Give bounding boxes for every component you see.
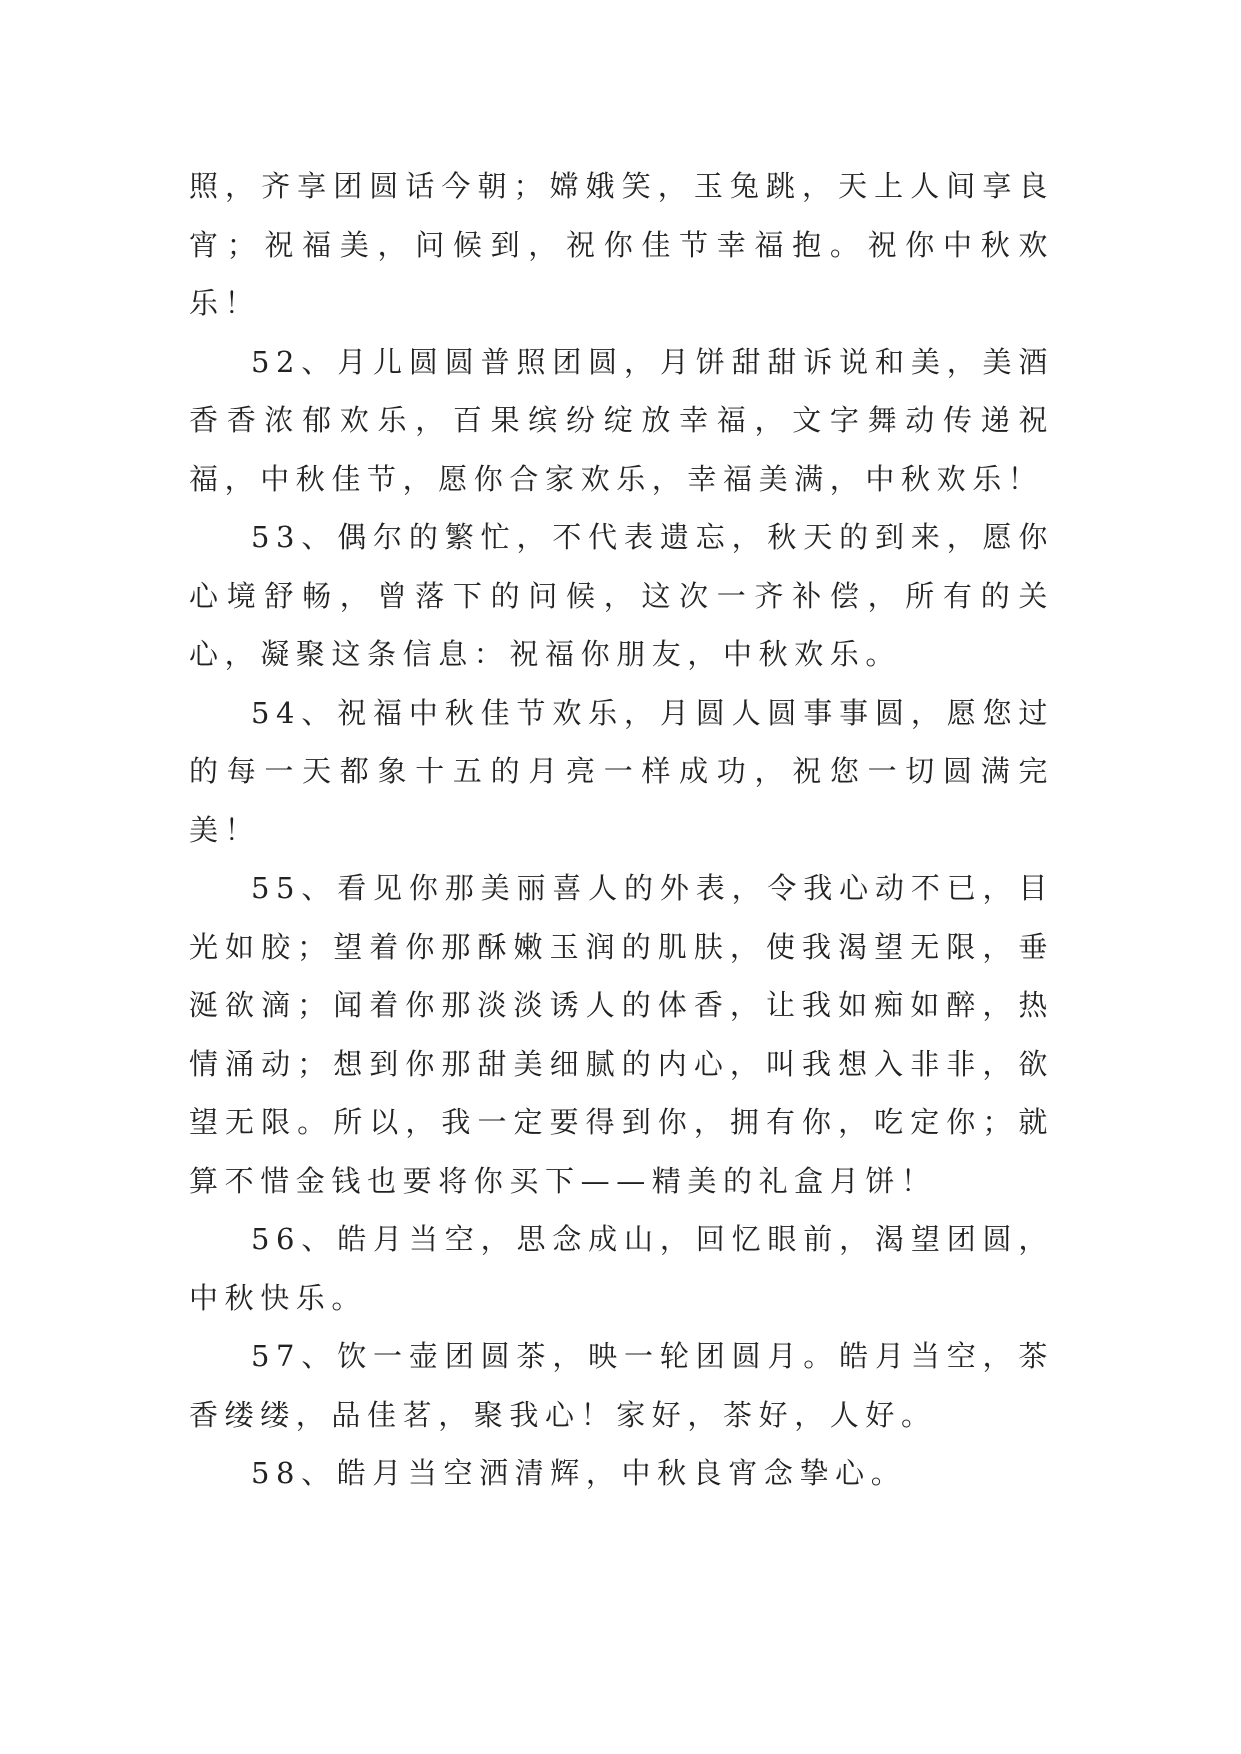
paragraph-57: 57、饮一壶团圆茶，映一轮团圆月。皓月当空，茶香缕缕，品佳茗，聚我心！家好，茶好，人好。 bbox=[189, 1339, 1054, 1432]
document-body bbox=[189, 157, 1054, 1503]
paragraph-55: 55、看见你那美丽喜人的外表，令我心动不已，目光如胶；望着你那酥嫩玉润的肌肤，使我渴望无限，垂涎欲滴；闻着你那淡淡诱人的体香，让我如痴如醉，热情涌动；想到你那甜美细腻的内心，叫我想入非非，欲望无限。所以，我一定要得到你，拥有你，吃定你；就算不惜金钱也要将你买下——精美的礼盒月饼！ bbox=[189, 871, 1054, 1198]
paragraph-51-continued: 照，齐享团圆话今朝；嫦娥笑，玉兔跳，天上人间享良宵；祝福美，问候到，祝你佳节幸福抱。祝你中秋欢乐！ bbox=[189, 169, 1054, 320]
paragraph-54: 54、祝福中秋佳节欢乐，月圆人圆事事圆，愿您过的每一天都象十五的月亮一样成功，祝您一切圆满完美！ bbox=[189, 695, 1054, 847]
paragraph-56: 56、皓月当空，思念成山，回忆眼前，渴望团圆，中秋快乐。 bbox=[189, 1222, 1054, 1315]
paragraph-52: 52、月儿圆圆普照团圆，月饼甜甜诉说和美，美酒香香浓郁欢乐，百果缤纷绽放幸福，文字舞动传递祝福，中秋佳节，愿你合家欢乐，幸福美满，中秋欢乐！ bbox=[189, 344, 1054, 496]
paragraph-58: 58、皓月当空洒清辉，中秋良宵念挚心。 bbox=[251, 1456, 907, 1490]
paragraph-53: 53、偶尔的繁忙，不代表遗忘，秋天的到来，愿你心境舒畅，曾落下的问候，这次一齐补偿，所有的关心，凝聚这条信息：祝福你朋友，中秋欢乐。 bbox=[189, 520, 1054, 671]
